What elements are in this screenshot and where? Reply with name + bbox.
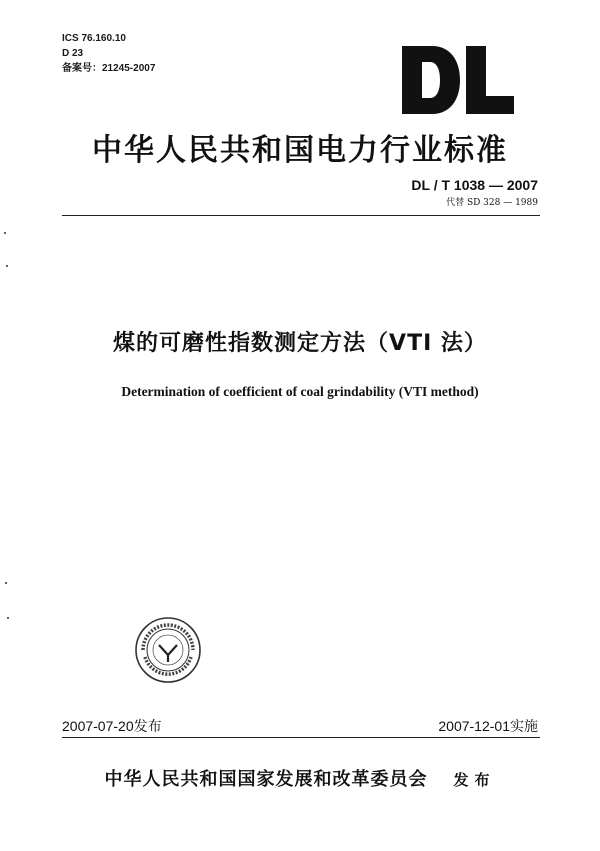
record-number: 备案号：21245-2007 [62, 63, 156, 74]
scan-speck [5, 582, 7, 584]
issue-date: 2007-07-20发布 [62, 718, 162, 734]
publisher-seal [133, 615, 203, 685]
footer-divider [62, 737, 540, 738]
document-title-en: Determination of coefficient of coal grindability (VTI method) [121, 384, 479, 399]
document-title-cn: 煤的可磨性指数测定方法（VTI 法） [113, 331, 487, 356]
issuer-line [0, 765, 600, 791]
ics-code: ICS 76.160.10 [62, 33, 126, 44]
header-divider [62, 215, 540, 216]
issuer-name: 中华人民共和国国家发展和改革委员会 [104, 769, 428, 790]
scan-speck [7, 617, 9, 619]
dl-logo [398, 40, 518, 120]
implementation-date: 2007-12-01实施 [438, 718, 538, 734]
classification-code: D 23 [62, 48, 84, 59]
standard-title: 中华人民共和国电力行业标准 [92, 133, 508, 168]
standard-number: DL / T 1038 — 2007 [411, 177, 538, 193]
issuer-action: 发布 [453, 771, 496, 789]
scan-speck [4, 232, 6, 234]
scan-speck [6, 265, 8, 267]
replaces-note: 代替 SD 328 — 1989 [446, 198, 538, 208]
